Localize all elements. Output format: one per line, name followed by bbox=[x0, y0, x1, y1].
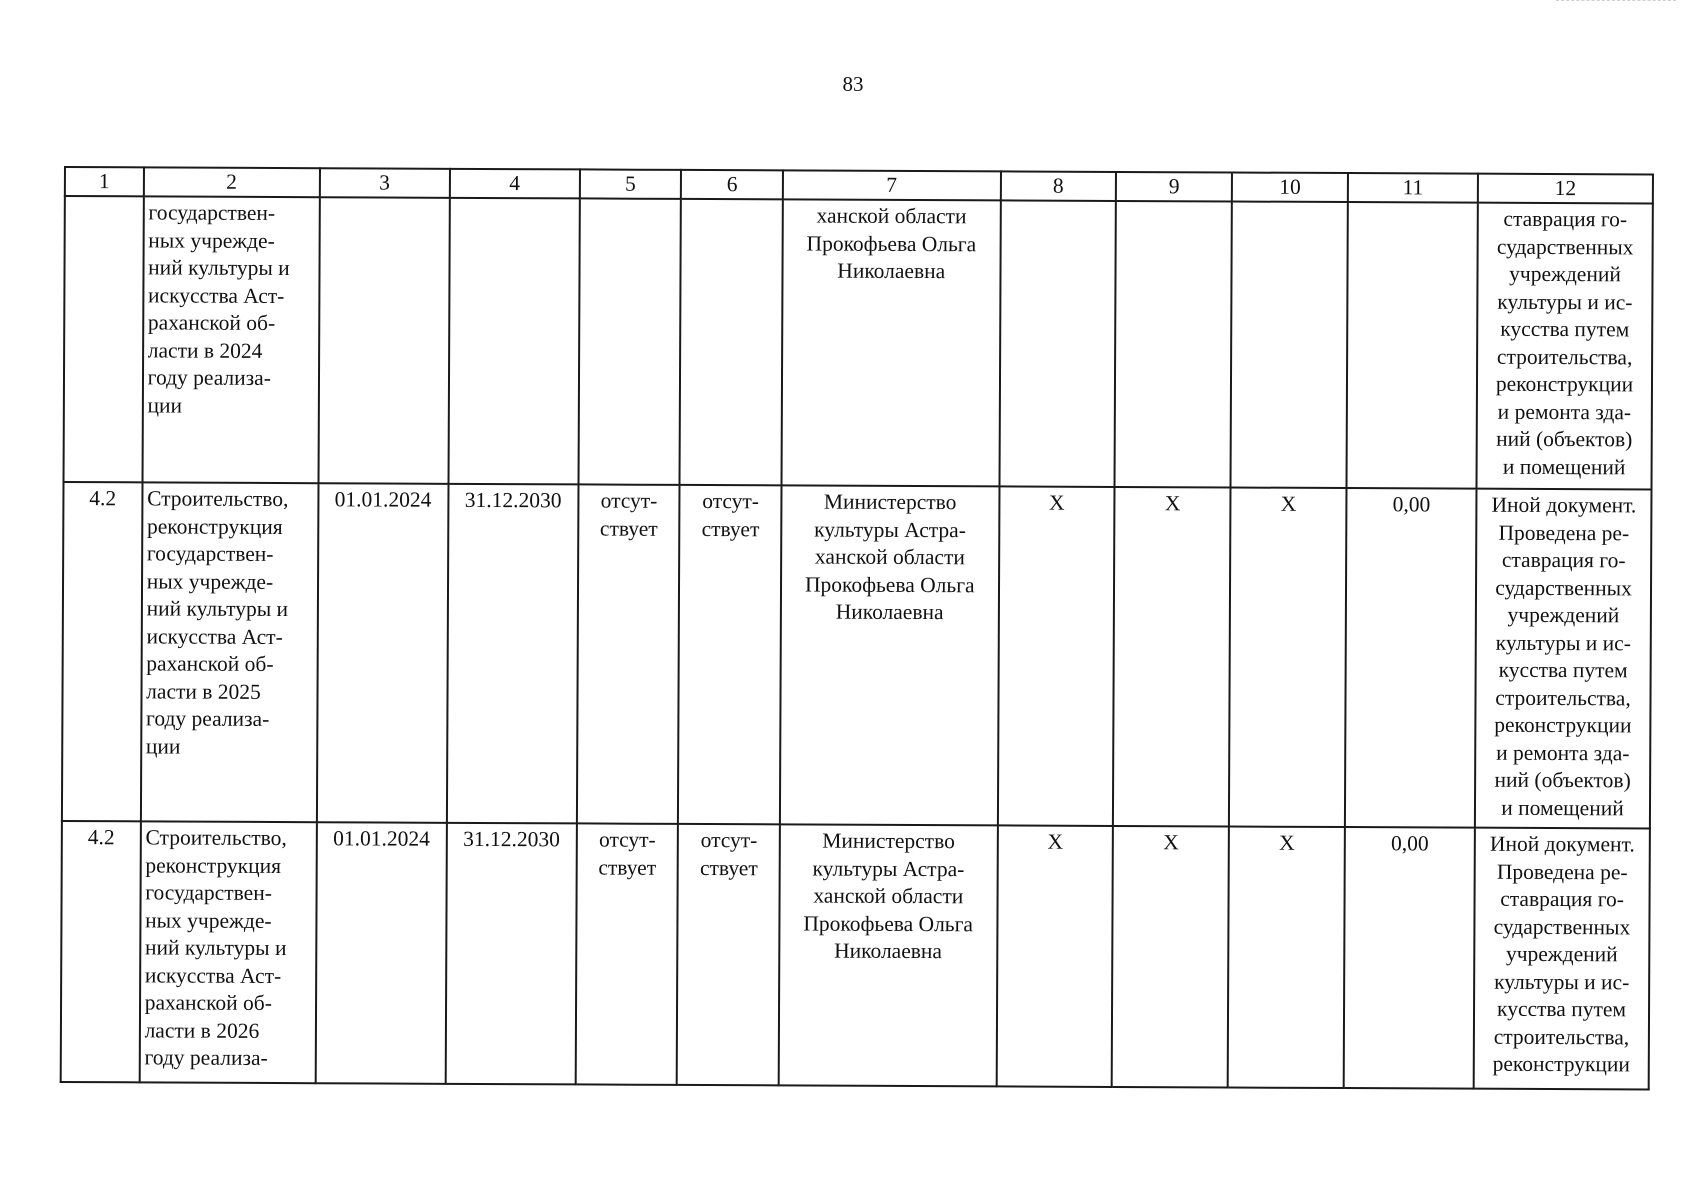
cell-end-date: 31.12.2030 bbox=[445, 823, 576, 1085]
cell-result: Иной документ. Проведена ре- ставрация го- сударственных учреждений культуры и ис- кусства путем строительства, реконструкции и ремонта зда- ний (объектов) и помещений bbox=[1475, 489, 1652, 829]
cell-responsible: Министерство культуры Астра- ханской области Прокофьева Ольга Николаевна bbox=[779, 824, 998, 1086]
scan-edge-mark bbox=[1556, 0, 1676, 4]
cell-col-8 bbox=[999, 200, 1116, 487]
table-row bbox=[62, 482, 1652, 828]
cell-col-10: X bbox=[1228, 826, 1345, 1088]
table-row bbox=[61, 821, 1650, 1089]
cell-col-6: отсут- ствует bbox=[678, 485, 781, 824]
cell-start-date: 01.01.2024 bbox=[315, 822, 446, 1084]
cell-col-5: отсут- ствует bbox=[575, 823, 678, 1084]
cell-col-6: отсут- ствует bbox=[677, 824, 780, 1085]
header-col-7: 7 bbox=[783, 170, 1001, 200]
cell-col-6 bbox=[680, 199, 783, 485]
cell-col-10 bbox=[1231, 202, 1348, 489]
cell-col-10: X bbox=[1229, 488, 1346, 828]
cell-amount: 0,00 bbox=[1344, 827, 1475, 1089]
header-col-9: 9 bbox=[1116, 172, 1232, 202]
cell-responsible: Министерство культуры Астра- ханской области Прокофьева Ольга Николаевна bbox=[780, 485, 999, 825]
cell-col-9 bbox=[1115, 201, 1232, 488]
table-row bbox=[64, 196, 1653, 489]
cell-amount: 0,00 bbox=[1345, 488, 1477, 828]
program-table bbox=[60, 166, 1654, 1090]
cell-responsible: ханской области Прокофьева Ольга Николаевна bbox=[782, 199, 1001, 486]
cell-col-5 bbox=[578, 198, 681, 484]
header-col-4: 4 bbox=[450, 169, 580, 199]
header-col-1: 1 bbox=[65, 167, 144, 196]
cell-event-name: государствен- ных учрежде- ний культуры и искусства Аст- раханской об- ласти в 2024 году реализа- ции bbox=[142, 196, 319, 483]
cell-end-date bbox=[448, 198, 579, 485]
cell-number: 4.2 bbox=[61, 821, 141, 1082]
header-col-6: 6 bbox=[681, 170, 783, 199]
header-col-12: 12 bbox=[1478, 174, 1653, 204]
cell-col-9: X bbox=[1113, 487, 1230, 827]
cell-start-date: 01.01.2024 bbox=[317, 483, 449, 823]
cell-col-9: X bbox=[1112, 826, 1229, 1088]
cell-event-name: Строительство, реконструкция государствен- ных учрежде- ний культуры и искусства Аст- раханской об- ласти в 2026 году реализа- bbox=[139, 821, 316, 1083]
header-col-5: 5 bbox=[580, 169, 682, 198]
cell-start-date bbox=[318, 197, 449, 484]
header-col-2: 2 bbox=[144, 167, 320, 197]
page-number: 83 bbox=[842, 72, 864, 96]
header-col-11: 11 bbox=[1348, 173, 1478, 203]
cell-result: ставрация го- сударственных учреждений культуры и ис- кусства путем строительства, реконструкции и ремонта зда- ний (объектов) и помещений bbox=[1477, 203, 1653, 490]
cell-amount bbox=[1347, 202, 1478, 489]
cell-col-5: отсут- ствует bbox=[577, 484, 680, 823]
cell-end-date: 31.12.2030 bbox=[447, 484, 579, 824]
header-col-3: 3 bbox=[319, 168, 449, 198]
cell-event-name: Строительство, реконструкция государствен- ных учрежде- ний культуры и искусства Аст- раханской об- ласти в 2025 году реализа- ции bbox=[141, 482, 319, 822]
header-col-10: 10 bbox=[1232, 173, 1348, 203]
cell-col-8: X bbox=[996, 825, 1113, 1087]
cell-number bbox=[64, 196, 144, 482]
header-col-8: 8 bbox=[1000, 171, 1116, 201]
cell-col-8: X bbox=[997, 486, 1114, 826]
cell-number: 4.2 bbox=[62, 482, 142, 821]
cell-result: Иной документ. Проведена ре- ставрация го- сударственных учреждений культуры и ис- кусства путем строительства, реконструкции bbox=[1474, 828, 1650, 1090]
